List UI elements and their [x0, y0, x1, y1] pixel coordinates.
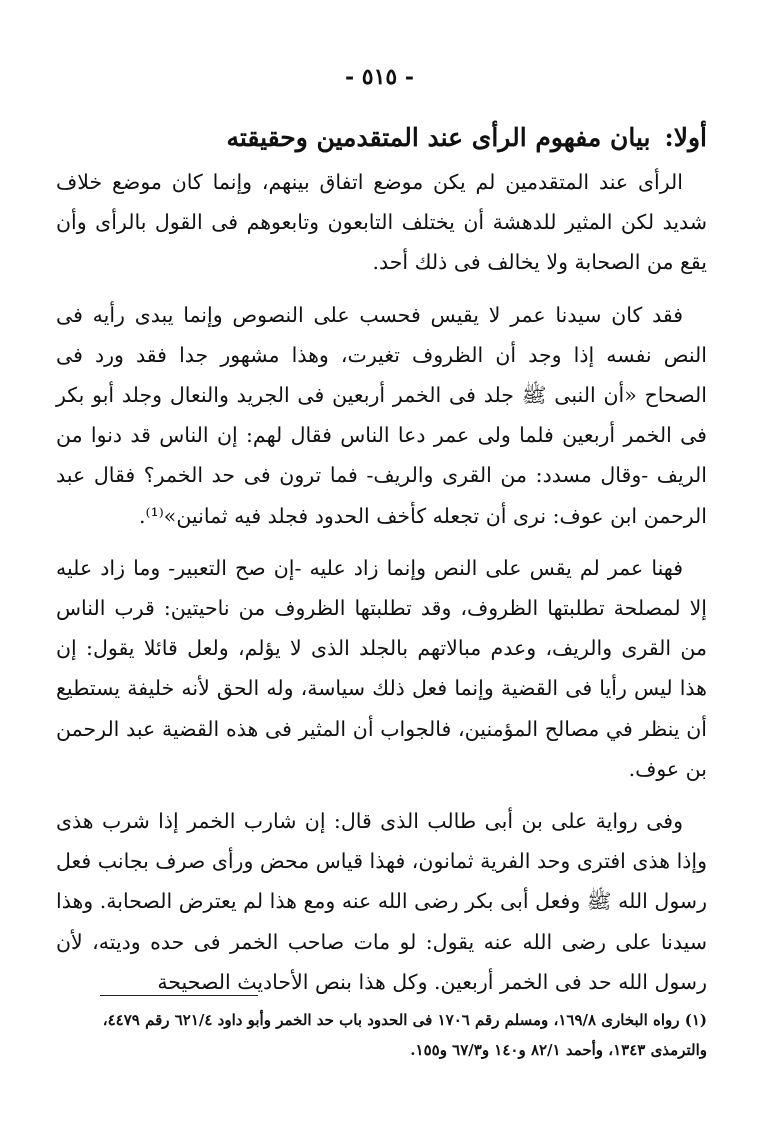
- page-number: - ٥١٥ -: [344, 64, 415, 90]
- footnote-line: والترمذى ١٣٤٣، وأحمد ٨٢/١ و١٤٠ و٦٧/٣ و١٥٥.: [410, 1041, 707, 1059]
- section-heading: [52, 118, 707, 158]
- body-text: [56, 162, 707, 1002]
- footnote-divider: [100, 995, 258, 996]
- paragraph: فهنا عمر لم يقس على النص وإنما زاد عليه -إن صح التعبير- وما زاد عليه إلا لمصلحة تطلبتها الظروف، وقد تطلبتها الظروف من ناحيتين: قرب الناس من القرى والريف، وعدم مبالاتهم بالجلد الذى لا يؤلم، ولعل قائلا يقول: إن هذا ليس رأيا فى القضية وإنما فعل ذلك سياسة، وله الحق لأنه خليفة يستطيع أن ينظر في مصالح المؤمنين، فالجواب أن المثير فى هذه القضية عبد الرحمن بن عوف.: [56, 555, 707, 781]
- paragraph: الرأى عند المتقدمين لم يكن موضع اتفاق بينهم، وإنما كان موضع خلاف شديد لكن المثير للدهشة أن يختلف التابعون وتابعوهم فى القول بالرأى وأن يقع من الصحابة ولا يخالف فى ذلك أحد.: [56, 170, 707, 275]
- section-heading-title: بيان مفهوم الرأى عند المتقدمين وحقيقته: [226, 123, 651, 152]
- section-heading-lead: أولا:: [664, 123, 707, 152]
- footnote: [52, 1005, 707, 1065]
- paragraph: فقد كان سيدنا عمر لا يقيس فحسب على النصوص وإنما يبدى رأيه فى النص نفسه إذا وجد أن الظروف تغيرت، وهذا مشهور جدا فقد ورد فى الصحاح «أن النبى ﷺ جلد فى الخمر أربعين فى الجريد والنعال وجلد أبو بكر فى الخمر أربعين فلما ولى عمر دعا الناس فقال لهم: إن الناس قد دنوا من الريف -وقال مسدد: من القرى والريف- فما ترون فى حد الخمر؟ فقال عبد الرحمن ابن عوف: نرى أن تجعله كأخف الحدود فجلد فيه ثمانين»⁽¹⁾.: [56, 302, 707, 528]
- paragraph: وفى رواية على بن أبى طالب الذى قال: إن شارب الخمر إذا شرب هذى وإذا هذى افترى وحد الفرية ثمانون، فهذا قياس محض ورأى صرف بجانب فعل رسول الله ﷺ وفعل أبى بكر رضى الله عنه ومع هذا لم يعترض الصحابة. وهذا سيدنا على رضى الله عنه يقول: لو مات صاحب الخمر فى حده وديته، لأن رسول الله حد فى الخمر أربعين. وكل هذا بنص الأحاديث الصحيحة: [56, 809, 707, 994]
- footnote-line: (١) رواه البخارى ١٦٩/٨، ومسلم رقم ١٧٠٦ فى الحدود باب حد الخمر وأبو داود ٦٢١/٤ رقم ٤٤٧٩،: [102, 1011, 707, 1029]
